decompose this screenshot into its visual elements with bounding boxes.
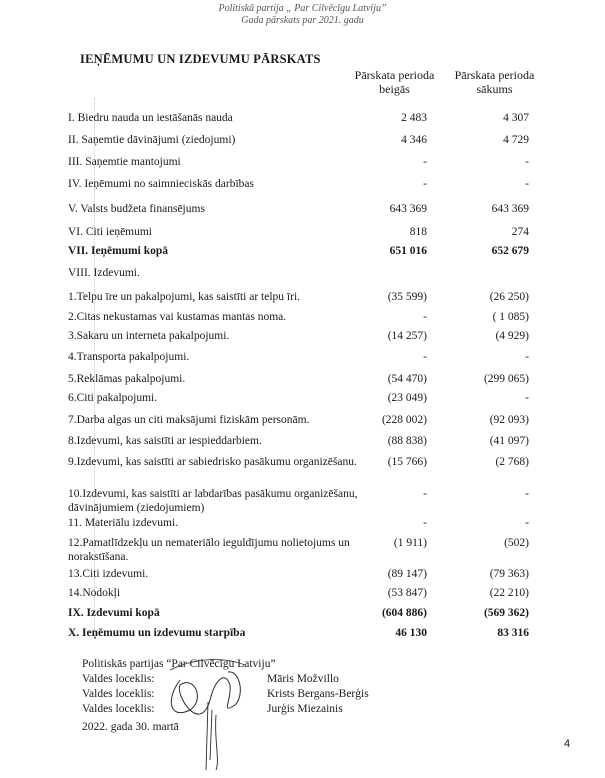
row-value-end: - (423, 156, 427, 168)
row-value-end: 2 483 (401, 112, 427, 124)
row-label: 13.Citi izdevumi. (68, 568, 149, 580)
row-value-start: (26 250) (489, 291, 529, 303)
row-value-end: - (423, 311, 427, 323)
row-value-end: (15 766) (387, 456, 427, 468)
row-label: VIII. Izdevumi. (68, 267, 140, 279)
row-label: II. Saņemtie dāvinājumi (ziedojumi) (68, 134, 236, 146)
row-label: 14.Nodokļi (68, 587, 121, 599)
row-value-start: (502) (504, 537, 529, 549)
row-value-end: (54 470) (387, 373, 427, 385)
row-label: VII. Ieņēmumi kopā (68, 245, 169, 257)
report-title: IEŅĒMUMU UN IZDEVUMU PĀRSKATS (80, 52, 321, 66)
row-value-start: (4 929) (495, 330, 529, 342)
row-label: 2.Citas nekustamas vai kustamas mantas noma. (68, 311, 287, 323)
row-value-start: 652 679 (491, 245, 529, 257)
row-value-start: (79 363) (489, 568, 529, 580)
row-label: 8.Izdevumi, kas saistīti ar iespieddarbiem. (68, 435, 262, 447)
row-value-start: - (525, 351, 529, 363)
row-value-end: - (423, 488, 427, 500)
row-value-start: 83 316 (497, 627, 529, 639)
row-value-start: - (525, 392, 529, 404)
row-label: 11. Materiālu izdevumi. (68, 517, 179, 529)
row-value-start: 4 729 (503, 134, 529, 146)
row-value-start: (41 097) (489, 435, 529, 447)
row-value-end: - (423, 351, 427, 363)
signature-role: Valdes loceklis: (82, 688, 155, 700)
row-value-start: (92 093) (489, 414, 529, 426)
row-label: 5.Reklāmas pakalpojumi. (68, 373, 186, 385)
row-label: 7.Darba algas un citi maksājumi fiziskām personām. (68, 414, 310, 426)
row-value-end: 4 346 (401, 134, 427, 146)
row-value-end: - (423, 517, 427, 529)
row-value-end: - (423, 178, 427, 190)
row-value-end: (228 002) (381, 414, 427, 426)
signature-role: Valdes loceklis: (82, 703, 155, 715)
handwritten-signature (150, 640, 260, 775)
row-label: IV. Ieņēmumi no saimnieciskās darbības (68, 178, 254, 190)
row-value-end: (88 838) (387, 435, 427, 447)
row-value-start: ( 1 085) (492, 311, 529, 323)
row-value-start: - (525, 517, 529, 529)
row-value-end: (23 049) (387, 392, 427, 404)
signature-date: 2022. gada 30. martā (82, 721, 179, 733)
row-value-start: - (525, 488, 529, 500)
board-member-name: Māris Možvillo (267, 673, 339, 685)
row-label: 1.Telpu īre un pakalpojumi, kas saistīti ar telpu īri. (68, 291, 301, 303)
board-member-name: Jurģis Miezainis (267, 703, 343, 715)
row-label: V. Valsts budžeta finansējums (68, 203, 205, 215)
row-label: VI. Citi ieņēmumi (68, 226, 153, 238)
row-label: 10.Izdevumi, kas saistīti ar labdarības pasākumu organizēšanu, dāvinājumiem (ziedojumiem) (68, 488, 358, 514)
row-label: 3.Sakaru un interneta pakalpojumi. (68, 330, 230, 342)
row-value-start: (22 210) (489, 587, 529, 599)
row-label: III. Saņemtie mantojumi (68, 156, 181, 168)
row-label: I. Biedru nauda un iestāšanās nauda (68, 112, 233, 124)
row-value-end: (14 257) (387, 330, 427, 342)
row-value-start: - (525, 156, 529, 168)
row-value-end: (53 847) (387, 587, 427, 599)
row-label: 6.Citi pakalpojumi. (68, 392, 158, 404)
header-party-line: Politiskā partija „ Par Cilvēcīgu Latviju” (218, 3, 387, 14)
document-header (0, 3, 605, 27)
page-number: 4 (564, 738, 571, 750)
row-value-start: 643 369 (491, 203, 529, 215)
header-report-line: Gada pārskats par 2021. gadu (241, 15, 364, 26)
row-value-start: (2 768) (495, 456, 529, 468)
board-member-name: Krists Bergans-Berģis (267, 688, 369, 700)
signature-role: Valdes loceklis: (82, 673, 155, 685)
row-value-start: - (525, 178, 529, 190)
row-label: X. Ieņēmumu un izdevumu starpība (68, 627, 246, 639)
row-value-end: 651 016 (389, 245, 427, 257)
column-header-period-start: Pārskata perioda sākums (454, 68, 535, 96)
row-value-end: 643 369 (389, 203, 427, 215)
row-label: 12.Pamatlīdzekļu un nemateriālo ieguldījumu nolietojums un norakstīšana. (68, 537, 350, 563)
row-value-end: (89 147) (387, 568, 427, 580)
row-value-end: (1 911) (393, 537, 427, 549)
row-value-end: (604 886) (381, 607, 427, 619)
row-value-start: (569 362) (483, 607, 529, 619)
row-value-start: 4 307 (503, 112, 529, 124)
row-value-end: 818 (409, 226, 427, 238)
signature-party: Politiskās partijas “Par Cilvēcīgu Latviju” (82, 658, 276, 670)
row-label: 9.Izdevumi, kas saistīti ar sabiedrisko pasākumu organizēšanu. (68, 456, 357, 468)
column-header-period-end: Pārskata perioda beigās (354, 68, 435, 96)
row-value-start: 274 (511, 226, 529, 238)
row-value-end: (35 599) (387, 291, 427, 303)
row-value-end: 46 130 (395, 627, 427, 639)
row-label: 4.Transporta pakalpojumi. (68, 351, 190, 363)
row-value-start: (299 065) (483, 373, 529, 385)
row-label: IX. Izdevumi kopā (68, 607, 160, 619)
